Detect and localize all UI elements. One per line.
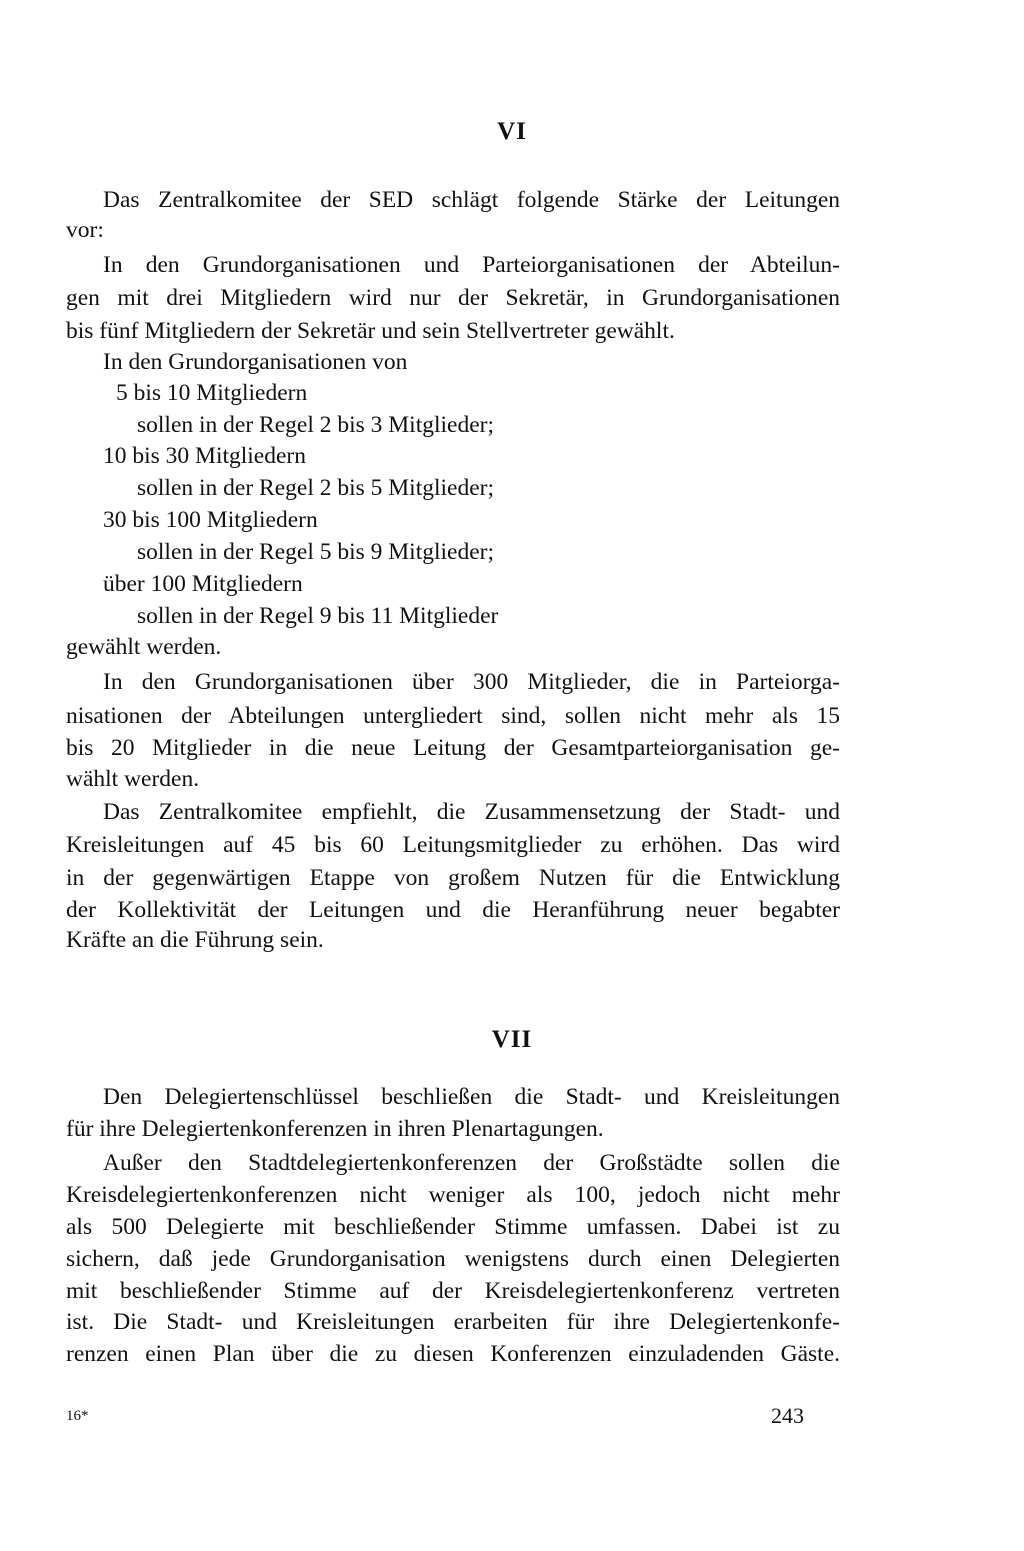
text-line: Kreisdelegiertenkonferenzen nicht weniger als 100, jedoch nicht mehr bbox=[66, 1182, 840, 1208]
text-line: Kreisleitungen auf 45 bis 60 Leitungsmitglieder zu erhöhen. Das wird bbox=[66, 832, 840, 858]
page-number: 243 bbox=[771, 1403, 804, 1428]
section-heading-vii: VII bbox=[491, 1026, 533, 1053]
section-heading-vi: VI bbox=[497, 118, 527, 145]
text-line: 30 bis 100 Mitgliedern bbox=[103, 507, 318, 533]
text-line: In den Grundorganisationen von bbox=[103, 349, 408, 375]
text-line: Den Delegiertenschlüssel beschließen die Stadt- und Kreisleitungen bbox=[103, 1084, 840, 1110]
text-line: nisationen der Abteilungen untergliedert sind, sollen nicht mehr als 15 bbox=[66, 703, 840, 729]
text-line: bis fünf Mitgliedern der Sekretär und sein Stellvertreter gewählt. bbox=[66, 318, 675, 344]
text-line: ist. Die Stadt- und Kreisleitungen erarbeiten für ihre Delegiertenkonfe- bbox=[66, 1309, 840, 1335]
signature-mark: 16* bbox=[66, 1408, 89, 1424]
text-line: wählt werden. bbox=[66, 766, 200, 792]
text-line: sollen in der Regel 2 bis 5 Mitglieder; bbox=[137, 475, 495, 501]
text-line: über 100 Mitgliedern bbox=[103, 571, 303, 597]
text-line: In den Grundorganisationen und Parteiorganisationen der Abteilun- bbox=[103, 252, 840, 278]
text-line: sollen in der Regel 9 bis 11 Mitglieder bbox=[137, 603, 499, 629]
text-line: bis 20 Mitglieder in die neue Leitung der Gesamtparteiorganisation ge- bbox=[66, 735, 840, 761]
text-line: für ihre Delegiertenkonferenzen in ihren Plenartagungen. bbox=[66, 1116, 604, 1142]
text-line: Außer den Stadtdelegiertenkonferenzen der Großstädte sollen die bbox=[103, 1150, 840, 1176]
text-line: renzen einen Plan über die zu diesen Konferenzen einzuladenden Gäste. bbox=[66, 1341, 840, 1367]
text-line: vor: bbox=[66, 217, 104, 243]
text-line: sichern, daß jede Grundorganisation wenigstens durch einen Delegierten bbox=[66, 1246, 840, 1272]
text-line: Das Zentralkomitee der SED schlägt folgende Stärke der Leitungen bbox=[103, 187, 840, 213]
text-line: In den Grundorganisationen über 300 Mitglieder, die in Parteiorga- bbox=[103, 669, 840, 695]
text-line: in der gegenwärtigen Etappe von großem Nutzen für die Entwicklung bbox=[66, 865, 840, 891]
text-line: als 500 Delegierte mit beschließender Stimme umfassen. Dabei ist zu bbox=[66, 1214, 840, 1240]
text-line: sollen in der Regel 5 bis 9 Mitglieder; bbox=[137, 539, 495, 565]
text-line: 5 bis 10 Mitgliedern bbox=[116, 380, 308, 406]
text-line: 10 bis 30 Mitgliedern bbox=[103, 443, 306, 469]
text-line: gen mit drei Mitgliedern wird nur der Sekretär, in Grundorganisationen bbox=[66, 285, 840, 311]
text-line: mit beschließender Stimme auf der Kreisdelegiertenkonferenz vertreten bbox=[66, 1278, 840, 1304]
text-line: gewählt werden. bbox=[66, 634, 222, 660]
text-line: der Kollektivität der Leitungen und die Heranführung neuer begabter bbox=[66, 897, 840, 923]
text-line: Kräfte an die Führung sein. bbox=[66, 927, 324, 953]
text-line: sollen in der Regel 2 bis 3 Mitglieder; bbox=[137, 412, 495, 438]
text-line: Das Zentralkomitee empfiehlt, die Zusammensetzung der Stadt- und bbox=[103, 799, 840, 825]
